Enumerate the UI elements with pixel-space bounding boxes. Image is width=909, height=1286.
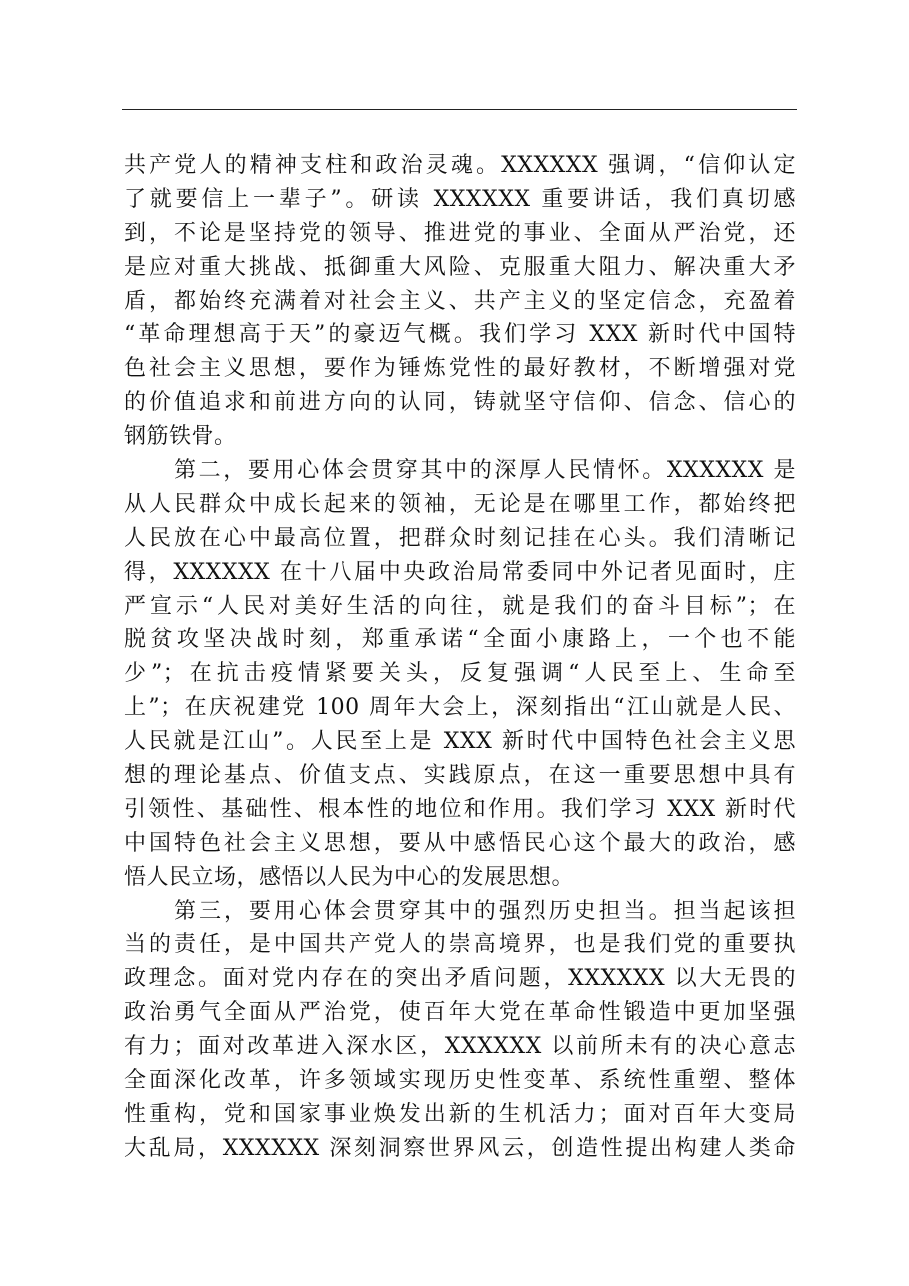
- paragraph-start-line: 第三，要用心体会贯穿其中的强烈历史担当。担当起该担: [174, 898, 796, 924]
- text-line: 上”；在庆祝建党 100 周年大会上，深刻指出“江山就是人民、: [124, 695, 796, 721]
- text-line: 人民就是江山”。人民至上是 XXX 新时代中国特色社会主义思: [124, 729, 796, 755]
- text-line: 政理念。面对党内存在的突出矛盾问题，XXXXXX 以大无畏的: [124, 966, 796, 992]
- text-line: 了就要信上一辈子”。研读 XXXXXX 重要讲话，我们真切感: [124, 186, 796, 212]
- text-line: 中国特色社会主义思想，要从中感悟民心这个最大的政治，感: [124, 830, 796, 856]
- text-line: 的价值追求和前进方向的认同，铸就坚守信仰、信念、信心的: [124, 390, 796, 416]
- text-line: 引领性、基础性、根本性的地位和作用。我们学习 XXX 新时代: [124, 796, 796, 822]
- header-rule: [122, 109, 797, 110]
- text-line: 色社会主义思想，要作为锤炼党性的最好教材，不断增强对党: [124, 356, 796, 382]
- paragraph-start-line: 第二，要用心体会贯穿其中的深厚人民情怀。XXXXXX 是: [174, 458, 796, 484]
- text-line: 得，XXXXXX 在十八届中央政治局常委同中外记者见面时，庄: [124, 559, 796, 585]
- body-text: [124, 149, 796, 1166]
- text-line: 严宣示“人民对美好生活的向往，就是我们的奋斗目标”；在: [124, 593, 796, 619]
- text-line: 有力；面对改革进入深水区，XXXXXX 以前所未有的决心意志: [124, 1034, 796, 1060]
- paragraph-end-line: 钢筋铁骨。: [124, 424, 237, 450]
- text-line: 从人民群众中成长起来的领袖，无论是在哪里工作，都始终把: [124, 491, 796, 517]
- text-line: 盾，都始终充满着对社会主义、共产主义的坚定信念，充盈着: [124, 288, 796, 314]
- text-line: 大乱局，XXXXXX 深刻洞察世界风云，创造性提出构建人类命: [124, 1135, 796, 1161]
- text-line: 人民放在心中最高位置，把群众时刻记挂在心头。我们清晰记: [124, 525, 796, 551]
- text-line: 是应对重大挑战、抵御重大风险、克服重大阻力、解决重大矛: [124, 254, 796, 280]
- text-line: 全面深化改革，许多领域实现历史性变革、系统性重塑、整体: [124, 1068, 796, 1094]
- text-line: 少”；在抗击疫情紧要关头，反复强调“人民至上、生命至: [124, 661, 796, 687]
- text-line: 到，不论是坚持党的领导、推进党的事业、全面从严治党，还: [124, 220, 796, 246]
- text-line: 脱贫攻坚决战时刻，郑重承诺“全面小康路上，一个也不能: [124, 627, 796, 653]
- text-line: 想的理论基点、价值支点、实践原点，在这一重要思想中具有: [124, 763, 796, 789]
- text-line: 共产党人的精神支柱和政治灵魂。XXXXXX 强调，“信仰认定: [124, 153, 796, 178]
- text-line: “革命理想高于天”的豪迈气概。我们学习 XXX 新时代中国特: [124, 322, 796, 348]
- text-line: 政治勇气全面从严治党，使百年大党在革命性锻造中更加坚强: [124, 1000, 796, 1026]
- paragraph-end-line: 悟人民立场，感悟以人民为中心的发展思想。: [124, 864, 575, 890]
- text-line: 当的责任，是中国共产党人的崇高境界，也是我们党的重要执: [124, 932, 796, 958]
- text-line: 性重构，党和国家事业焕发出新的生机活力；面对百年大变局: [124, 1101, 796, 1127]
